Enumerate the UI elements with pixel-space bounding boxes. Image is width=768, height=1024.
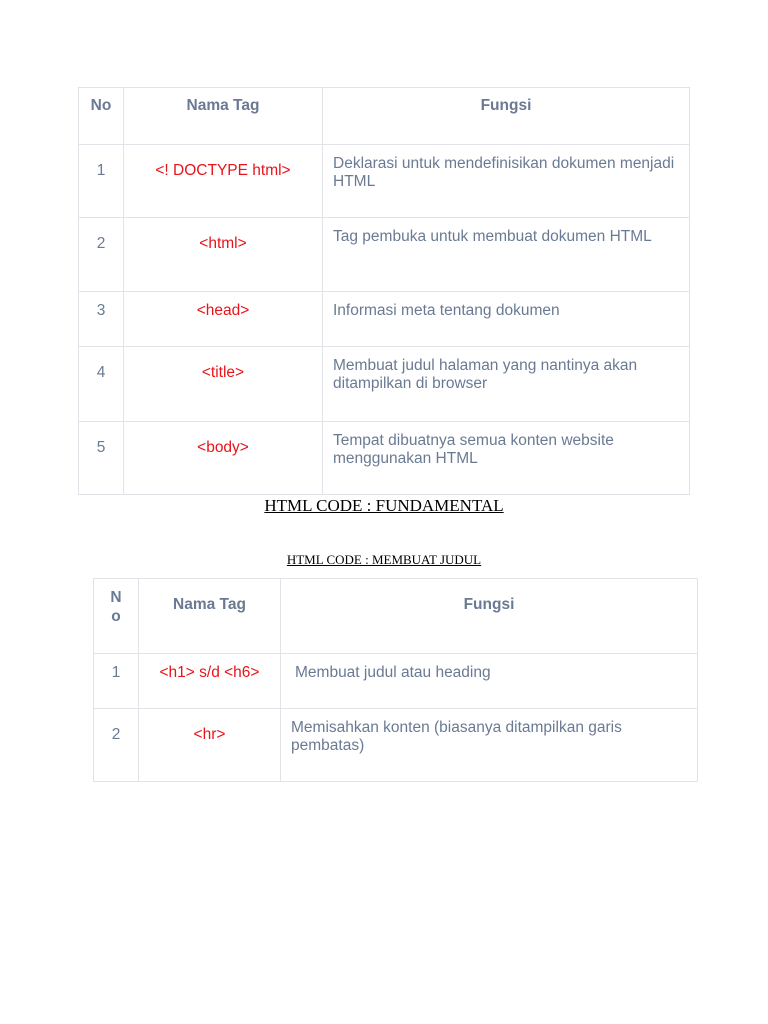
tag-function: Deklarasi untuk mendefinisikan dokumen menjadi HTML [323, 145, 690, 218]
table-row [94, 654, 698, 709]
table-fundamental [78, 87, 690, 495]
tag-name: <html> [124, 218, 323, 292]
header-fungsi: Fungsi [281, 579, 698, 654]
tag-function: Membuat judul atau heading [281, 654, 698, 709]
row-number: 2 [79, 218, 124, 292]
tag-name: <hr> [139, 709, 281, 782]
tag-function: Membuat judul halaman yang nantinya akan ditampilkan di browser [323, 347, 690, 422]
table-row [79, 292, 690, 347]
tag-name: <body> [124, 422, 323, 495]
header-no [94, 579, 139, 654]
row-number: 1 [79, 145, 124, 218]
caption-fundamental: HTML CODE : FUNDAMENTAL [264, 496, 504, 515]
tag-name: <title> [124, 347, 323, 422]
tag-name: <head> [124, 292, 323, 347]
table-row [79, 422, 690, 495]
tag-function: Memisahkan konten (biasanya ditampilkan garis pembatas) [281, 709, 698, 782]
table-row [79, 347, 690, 422]
header-nama-tag: Nama Tag [139, 579, 281, 654]
table-row [79, 218, 690, 292]
header-no: No [79, 88, 124, 145]
table-row [94, 709, 698, 782]
tag-name: <! DOCTYPE html> [124, 145, 323, 218]
tag-function: Tempat dibuatnya semua konten website menggunakan HTML [323, 422, 690, 495]
tag-function: Tag pembuka untuk membuat dokumen HTML [323, 218, 690, 292]
tag-function: Informasi meta tentang dokumen [323, 292, 690, 347]
caption-membuat-judul: HTML CODE : MEMBUAT JUDUL [286, 552, 482, 567]
table-header-row [79, 88, 690, 145]
table-row [79, 145, 690, 218]
header-no-text: No [110, 589, 122, 625]
table-membuat-judul [93, 578, 698, 782]
row-number: 2 [94, 709, 139, 782]
header-fungsi: Fungsi [323, 88, 690, 145]
tag-name: <h1> s/d <h6> [139, 654, 281, 709]
row-number: 4 [79, 347, 124, 422]
table-header-row [94, 579, 698, 654]
row-number: 5 [79, 422, 124, 495]
header-nama-tag: Nama Tag [124, 88, 323, 145]
row-number: 3 [79, 292, 124, 347]
row-number: 1 [94, 654, 139, 709]
